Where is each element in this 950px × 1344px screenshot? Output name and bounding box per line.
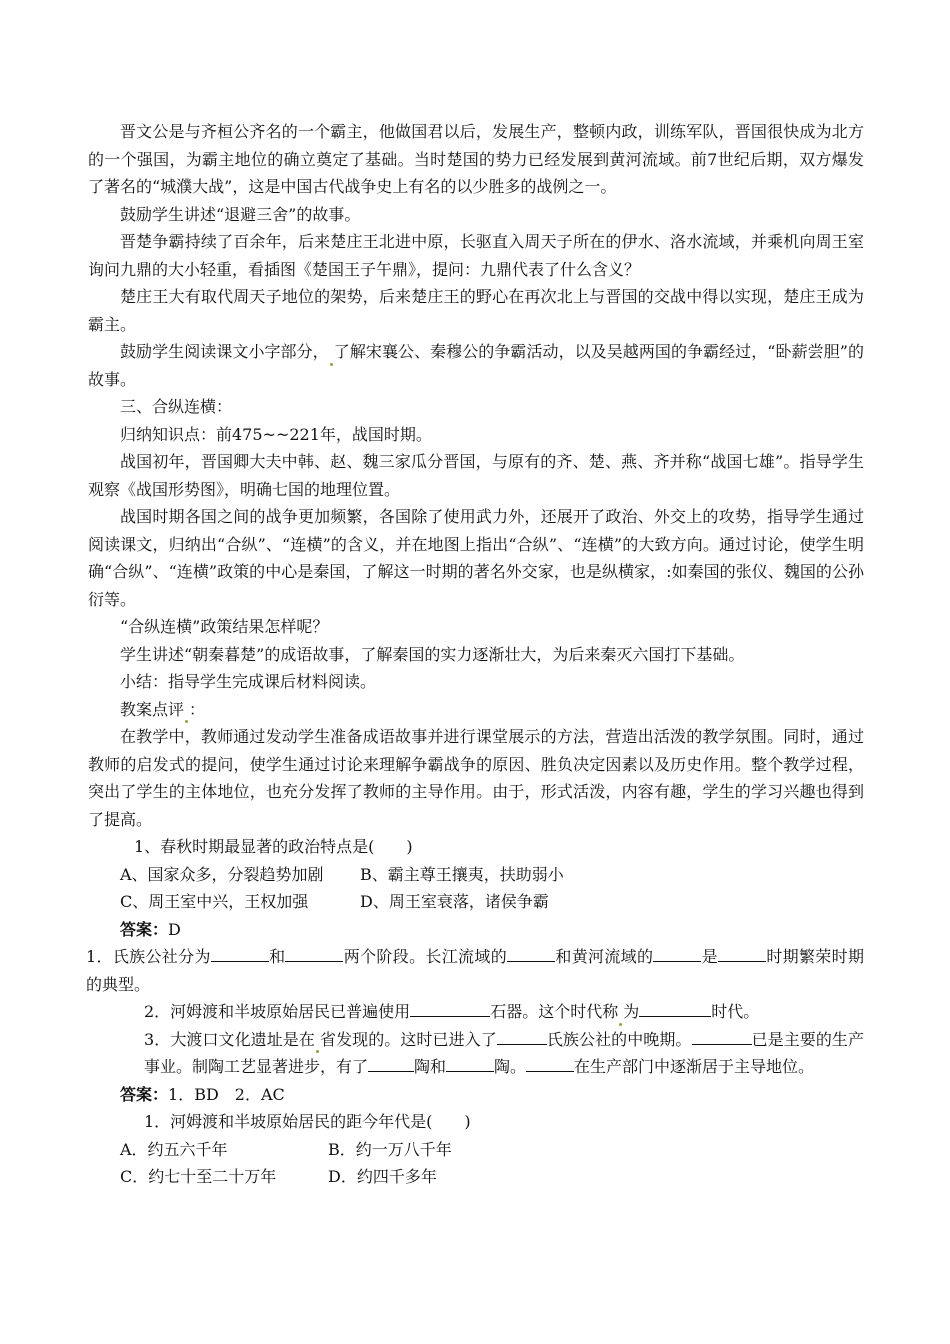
paragraph-summary: 小结：指导学生完成课后材料阅读。 <box>120 672 377 691</box>
fill-q3-text-a: 3．大渡口文化遗址是在 <box>144 1029 315 1049</box>
paragraph-reading-small-print <box>88 338 864 393</box>
fill-q3-text-f: 陶。 <box>494 1057 527 1076</box>
blank-field[interactable] <box>718 943 766 962</box>
paragraph-chu-zhuang-wang: 楚庄王大有取代周天子地位的架势，后来楚庄王的野心在再次北上与晋国的交战中得以实现，楚庄王成为霸主。 <box>88 287 864 334</box>
paragraph-zhao-qin-mu-chu: 学生讲述“朝秦暮楚”的成语故事，了解秦国的实力逐渐壮大，为后来秦灭六国打下基础。 <box>120 644 745 664</box>
quiz1-option-b: B、霸主尊王攘夷，扶助弱小 <box>360 864 564 884</box>
fill-q1-text-f: 时期繁荣时期的典型。 <box>86 947 864 994</box>
quiz2-options-row-2 <box>88 1163 864 1191</box>
quiz1-options-row-1 <box>88 861 864 889</box>
fill-q3-text-d: 已是主要的生产事业。制陶工艺显著进步，有了 <box>144 1029 864 1076</box>
paragraph-jin-chu-zheng-ba: 晋楚争霸持续了百余年，后来楚庄王北进中原，长驱直入周天子所在的伊水、洛水流域，并乘机向周王室询问九鼎的大小轻重，看插图《楚国王子午鼎》，提问：九鼎代表了什么含义？ <box>88 232 864 279</box>
quiz2-options-row-1 <box>88 1136 864 1164</box>
paragraph-policy-result: “合纵连横”政策结果怎样呢？ <box>120 617 329 636</box>
quiz1-option-c: C、周王室中兴，王权加强 <box>120 892 309 911</box>
blank-field[interactable] <box>497 1026 547 1045</box>
fill-q1-text-b: 和 <box>268 947 286 966</box>
paragraph-lesson-review-heading <box>88 696 864 724</box>
quiz1-answer-label: 答案： <box>120 919 169 939</box>
paragraph-reading-part-b: 了解宋襄公、秦穆公的争霸活动，以及吴越两国的争霸经过，“卧薪尝胆”的故事。 <box>88 342 864 389</box>
blank-field[interactable] <box>368 1053 414 1072</box>
blank-field[interactable] <box>507 943 555 962</box>
fill-q1-text-c: 两个阶段。长江流域的 <box>343 947 508 966</box>
fill-q1-text-e: 是 <box>701 947 718 966</box>
fill-q1-text-a: 1．氏族公社分为 <box>86 947 211 966</box>
blank-field[interactable] <box>211 943 269 962</box>
quiz2-option-a: A．约五六千年 <box>120 1139 228 1159</box>
quiz1-option-a: A、国家众多，分裂趋势加剧 <box>120 864 324 884</box>
paragraph-knowledge-point: 归纳知识点：前475~~221年，战国时期。 <box>120 424 432 444</box>
lesson-review-label: 教案点评 <box>120 699 185 719</box>
blank-field[interactable] <box>653 943 701 962</box>
fill-q1-text-d: 和黄河流域的 <box>555 947 654 966</box>
quiz2-option-d: D．约四千多年 <box>328 1167 437 1186</box>
fill-q2-text-a: 2．河姆渡和半坡原始居民已普遍使用 <box>144 1002 411 1021</box>
section-heading-he-zong-lian-heng: 三、合纵连横： <box>120 397 233 416</box>
blank-field[interactable] <box>446 1053 494 1072</box>
fill-question-2 <box>88 998 864 1026</box>
fill-q3-text-b: 省发现的。这时已进入了 <box>319 1029 497 1049</box>
blank-field[interactable] <box>692 1026 752 1045</box>
blank-field[interactable] <box>285 943 343 962</box>
blank-field[interactable] <box>526 1053 574 1072</box>
document-body <box>88 118 864 1191</box>
quiz1-option-d: D、周王室衰落，诸侯争霸 <box>360 892 549 911</box>
blank-field[interactable] <box>639 998 711 1017</box>
fill-q2-text-c: 为 <box>623 1002 640 1021</box>
paragraph-lesson-review: 在教学中，教师通过发动学生准备成语故事并进行课堂展示的方法，营造出活泼的教学氛围。同时，通过教师的启发式的提问，使学生通过讨论来理解争霸战争的原因、胜负决定因素以及历史作用。整个教学过程，突出了学生的主体地位，也充分发挥了教师的主导作用。由于，形式活泼，内容有趣，学生的学习兴趣也得到了提高。 <box>88 727 864 829</box>
quiz1-answer-value: D <box>168 919 181 939</box>
fill-answer-value: 1．BD 2．AC <box>168 1084 285 1104</box>
quiz1-options-row-2 <box>88 888 864 916</box>
blank-field[interactable] <box>410 998 490 1017</box>
fill-question-1 <box>86 943 864 998</box>
lesson-review-colon: ： <box>189 699 206 719</box>
fill-answer <box>88 1081 864 1109</box>
fill-q2-text-b: 石器。这个时代称 <box>490 1002 619 1021</box>
paragraph-reading-part-a: 鼓励学生阅读课文小字部分， <box>120 342 329 361</box>
quiz1-question: 1、春秋时期最显著的政治特点是( ) <box>134 837 413 856</box>
fill-q3-text-e: 陶和 <box>414 1057 447 1076</box>
fill-question-3 <box>88 1026 864 1081</box>
green-dot-mark-4 <box>316 1050 319 1053</box>
fill-q3-text-g: 在生产部门中逐渐居于主导地位。 <box>574 1057 815 1076</box>
paragraph-jin-wen-gong: 晋文公是与齐桓公齐名的一个霸主，他做国君以后，发展生产，整顿内政，训练军队，晋国很快成为北方的一个强国，为霸主地位的确立奠定了基础。当时楚国的势力已经发展到黄河流域。前7世纪后期，双方爆发了著名的“城濮大战”，这是中国古代战争史上有名的以少胜多的战例之一。 <box>88 122 864 196</box>
quiz2-option-c: C．约七十至二十万年 <box>120 1167 277 1186</box>
quiz2-question: 1．河姆渡和半坡原始居民的距今年代是( ) <box>144 1112 471 1131</box>
fill-q3-text-c: 氏族公社的中晚期。 <box>546 1029 692 1049</box>
paragraph-tui-bi-san-she: 鼓励学生讲述“退避三舍”的故事。 <box>120 204 361 224</box>
paragraph-warring-states-seven: 战国初年，晋国卿大夫中韩、赵、魏三家瓜分晋国，与原有的齐、楚、燕、齐并称“战国七雄”。指导学生观察《战国形势图》，明确七国的地理位置。 <box>88 452 864 499</box>
fill-q2-text-d: 时代。 <box>711 1002 760 1021</box>
paragraph-he-zong-lian-heng-detail: 战国时期各国之间的战争更加频繁，各国除了使用武力外，还展开了政治、外交上的攻势，指导学生通过阅读课文，归纳出“合纵”、“连横”的含义，并在地图上指出“合纵”、“连横”的大致方向。通过讨论，使学生明确“合纵”、“连横”政策的中心是秦国，了解这一时期的著名外交家，也是纵横家，:如秦国的张仪、魏国的公孙衍等。 <box>88 507 864 609</box>
quiz2-option-b: B．约一万八千年 <box>328 1139 452 1159</box>
fill-answer-label: 答案： <box>120 1084 169 1104</box>
quiz1-answer <box>88 916 864 944</box>
green-dot-mark <box>330 363 333 366</box>
